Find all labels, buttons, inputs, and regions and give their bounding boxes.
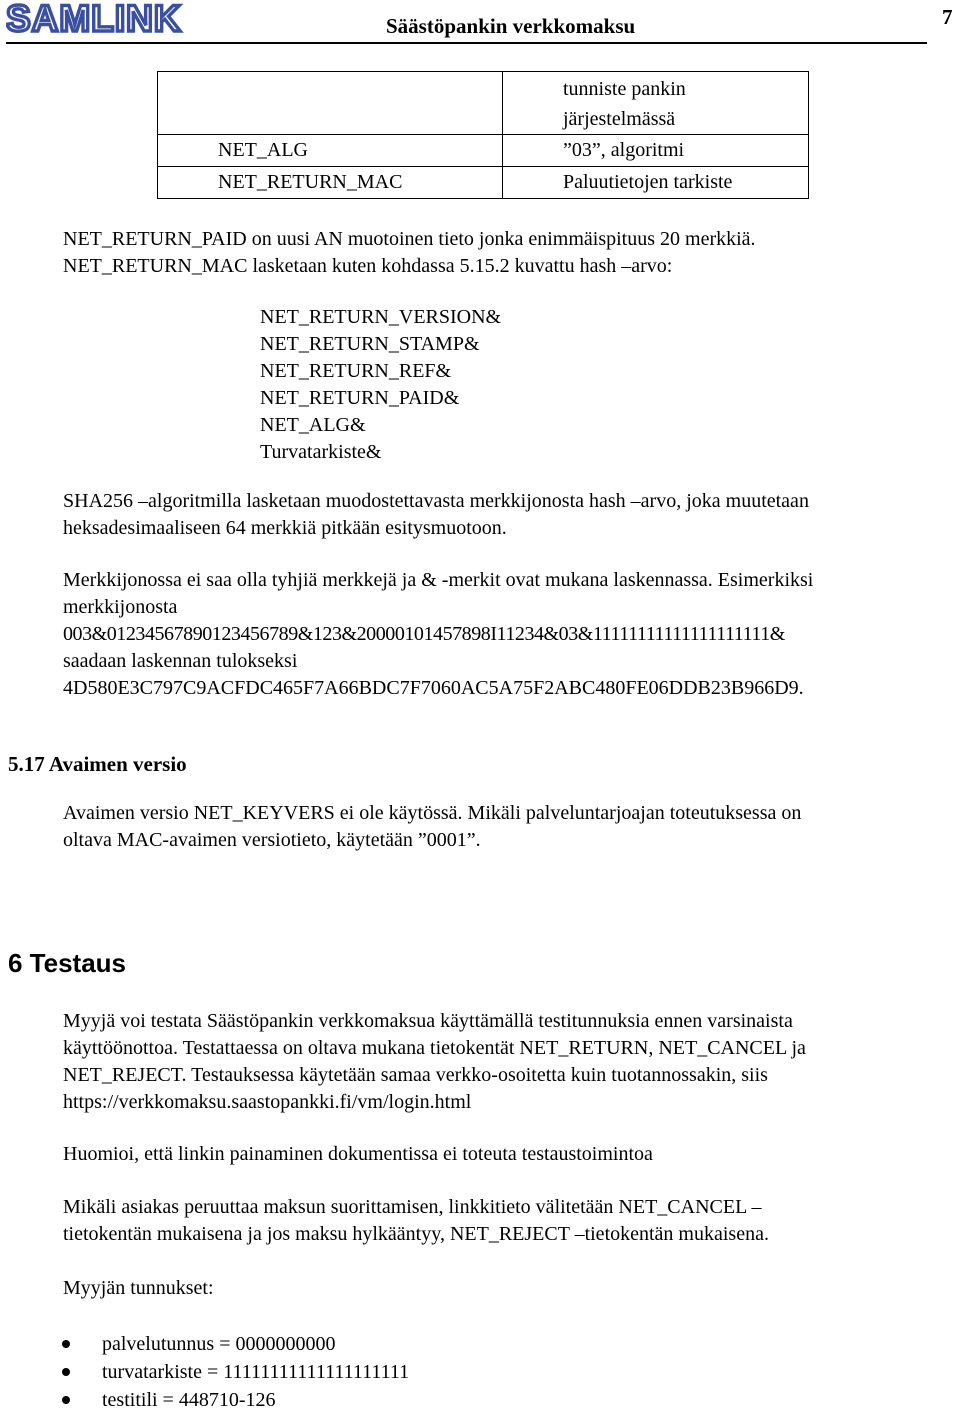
text-line: Merkkijonossa ei saa olla tyhjiä merkkejä ja & -merkit ovat mukana laskennassa. Esimerkiksi (63, 569, 814, 591)
param-name-cell: NET_ALG (158, 135, 503, 167)
param-desc-line: tunniste pankin (563, 78, 686, 100)
table-row (158, 72, 809, 135)
table-row (158, 167, 809, 199)
text-line: SHA256 –algoritmilla lasketaan muodostettavasta merkkijonosta hash –arvo, joka muutetaan (63, 490, 809, 512)
parameter-table (157, 71, 809, 199)
bullet-icon (62, 1368, 70, 1376)
example-input-string: 003&01234567890123456789&123&20000101457898I11234&03&11111111111111111111& (63, 623, 785, 645)
bullet-icon (62, 1340, 70, 1348)
paragraph-testing (63, 1008, 806, 1116)
text-line: Avaimen versio NET_KEYVERS ei ole käytössä. Mikäli palveluntarjoajan toteutuksessa on (63, 802, 802, 824)
example-hash-result: 4D580E3C797C9ACFDC465F7A66BDC7F7060AC5A75F2ABC480FE06DDB23B966D9. (63, 677, 804, 699)
text-line: merkkijonosta (63, 596, 178, 618)
hash-field: NET_RETURN_REF& (260, 360, 452, 382)
hash-field-list (260, 304, 501, 466)
hash-field: Turvatarkiste& (260, 441, 382, 463)
text-line: oltava MAC-avaimen versiotieto, käytetään ”0001”. (63, 829, 481, 851)
paragraph-cancel-reject (63, 1194, 769, 1248)
logo-text: SAMLINK (6, 0, 182, 36)
bullet-icon (62, 1396, 70, 1404)
credential-text: testitili = 448710-126 (102, 1389, 276, 1411)
test-url: https://verkkomaksu.saastopankki.fi/vm/login.html (63, 1091, 472, 1113)
hash-field: NET_RETURN_STAMP& (260, 333, 480, 355)
text-line: käyttöönottoa. Testattaessa on oltava mukana tietokentät NET_RETURN, NET_CANCEL ja (63, 1037, 806, 1059)
section-heading-5-17: 5.17 Avaimen versio (8, 752, 187, 776)
credential-text: palvelutunnus = 0000000000 (102, 1333, 336, 1355)
param-desc-line: järjestelmässä (563, 108, 676, 130)
header-rule (6, 42, 927, 44)
text-line: heksadesimaaliseen 64 merkkiä pitkään esitysmuotoon. (63, 517, 507, 539)
param-desc-cell: Paluutietojen tarkiste (503, 167, 809, 199)
section-heading-6: 6 Testaus (8, 948, 127, 978)
paragraph-sha256 (63, 488, 809, 542)
text-line: saadaan laskennan tulokseksi (63, 650, 298, 672)
page-number: 7 (942, 5, 953, 29)
param-desc-cell: ”03”, algoritmi (503, 135, 809, 167)
text-line: NET_RETURN_MAC lasketaan kuten kohdassa 5.15.2 kuvattu hash –arvo: (63, 255, 673, 277)
credential-text: turvatarkiste = 11111111111111111111 (102, 1361, 410, 1383)
paragraph-example (63, 567, 813, 702)
param-name-cell (158, 72, 503, 135)
paragraph-return-paid (63, 226, 756, 280)
hash-field: NET_ALG& (260, 414, 366, 436)
running-header-title: Säästöpankin verkkomaksu (386, 14, 636, 38)
paragraph-link-note (63, 1141, 653, 1168)
text-line: Myyjä voi testata Säästöpankin verkkomaksua käyttämällä testitunnuksia ennen varsinaista (63, 1010, 793, 1032)
paragraph-key-version (63, 800, 801, 854)
text-line: NET_REJECT. Testauksessa käytetään samaa verkko-osoitetta kuin tuotannossakin, siis (63, 1064, 768, 1086)
table-row (158, 135, 809, 167)
param-name-cell: NET_RETURN_MAC (158, 167, 503, 199)
text-line: Huomioi, että linkin painaminen dokumentissa ei toteuta testaustoimintoa (63, 1143, 653, 1165)
text-line: NET_RETURN_PAID on uusi AN muotoinen tieto jonka enimmäispituus 20 merkkiä. (63, 228, 756, 250)
hash-field: NET_RETURN_VERSION& (260, 306, 502, 328)
text-line: tietokentän mukaisena ja jos maksu hylkääntyy, NET_REJECT –tietokentän mukaisena. (63, 1223, 769, 1245)
samlink-logo (6, 0, 221, 41)
hash-field: NET_RETURN_PAID& (260, 387, 460, 409)
param-desc-cell (503, 72, 809, 135)
credentials-label: Myyjän tunnukset: (63, 1277, 214, 1299)
text-line: Mikäli asiakas peruuttaa maksun suorittamisen, linkkitieto välitetään NET_CANCEL – (63, 1196, 762, 1218)
